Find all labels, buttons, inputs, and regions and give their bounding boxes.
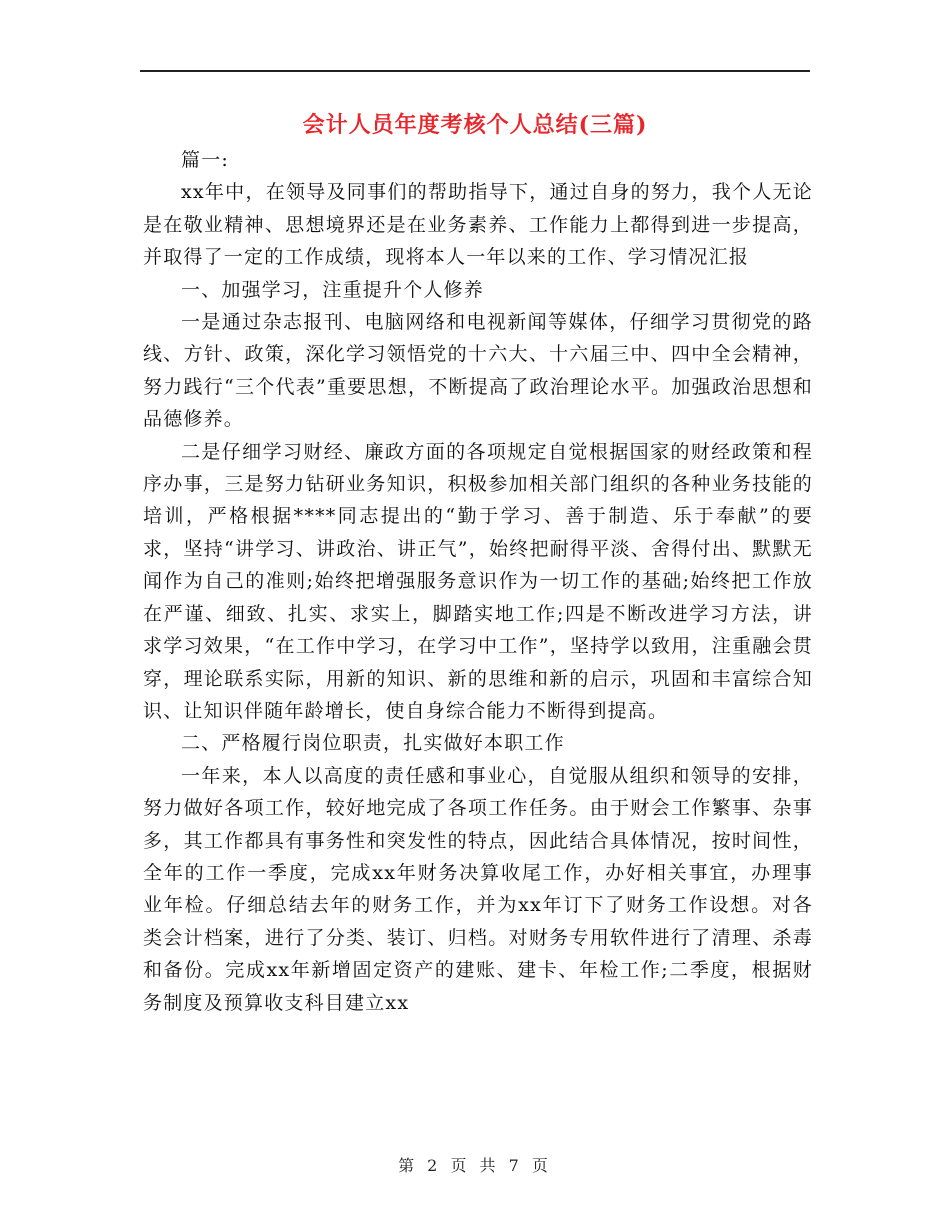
section-label: 篇一:	[181, 149, 230, 171]
section-heading: 一、加强学习，注重提升个人修养	[181, 278, 485, 301]
body-paragraph: 一是通过杂志报刊、电脑网络和电视新闻等媒体，仔细学习贯彻党的路线、方针、政策，深化学习领悟党的十六大、十六届三中、四中全会精神，努力践行“三个代表”重要思想，不断提高了政治理论水平。加强政治思想和品德修养。	[143, 311, 813, 431]
page-number: 第 2 页 共 7 页	[398, 1156, 552, 1175]
document-body	[143, 144, 813, 1019]
document-title: 会计人员年度考核个人总结(三篇)	[302, 112, 648, 138]
section-heading: 二、严格履行岗位职责，扎实做好本职工作	[181, 732, 565, 755]
body-paragraph: xx年中，在领导及同事们的帮助指导下，通过自身的努力，我个人无论是在敬业精神、思想境界还是在业务素养、工作能力上都得到进一步提高，并取得了一定的工作成绩，现将本人一年以来的工作、学习情况汇报	[143, 181, 813, 269]
body-paragraph: 二是仔细学习财经、廉政方面的各项规定自觉根据国家的财经政策和程序办事，三是努力钻研业务知识，积极参加相关部门组织的各种业务技能的培训，严格根据****同志提出的“勤于学习、善于制造、乐于奉献”的要求，坚持“讲学习、讲政治、讲正气”，始终把耐得平淡、舍得付出、默默无闻作为自己的准则;始终把增强服务意识作为一切工作的基础;始终把工作放在严谨、细致、扎实、求实上，脚踏实地工作;四是不断改进学习方法，讲求学习效果，“在工作中学习，在学习中工作”，坚持学以致用，注重融会贯穿，理论联系实际，用新的知识、新的思维和新的启示，巩固和丰富综合知识、让知识伴随年龄增长，使自身综合能力不断得到提高。	[143, 440, 813, 722]
header-rule	[140, 70, 810, 72]
body-paragraph: 一年来，本人以高度的责任感和事业心，自觉服从组织和领导的安排，努力做好各项工作，较好地完成了各项工作任务。由于财会工作繁事、杂事多，其工作都具有事务性和突发性的特点，因此结合具体情况，按时间性，全年的工作一季度，完成xx年财务决算收尾工作，办好相关事宜，办理事业年检。仔细总结去年的财务工作，并为xx年订下了财务工作设想。对各类会计档案，进行了分类、装订、归档。对财务专用软件进行了清理、杀毒和备份。完成xx年新增固定资产的建账、建卡、年检工作;二季度，根据财务制度及预算收支科目建立xx	[143, 764, 813, 1014]
